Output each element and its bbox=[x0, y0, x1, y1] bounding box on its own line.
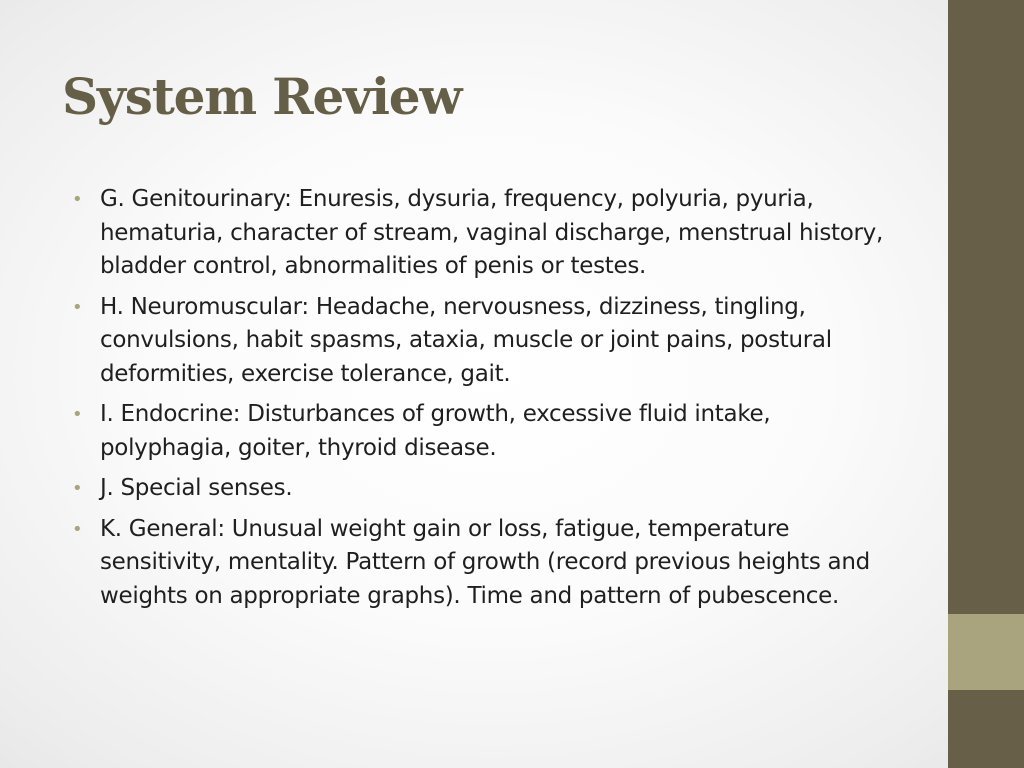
bullet-text: I. Endocrine: Disturbances of growth, excessive fluid intake, polyphagia, goiter, thyroid disease. bbox=[100, 401, 771, 461]
bullet-text: J. Special senses. bbox=[100, 475, 293, 501]
bullet-icon: • bbox=[72, 478, 83, 499]
bullet-item-neuromuscular bbox=[72, 291, 902, 392]
bullet-icon: • bbox=[72, 404, 83, 425]
bullet-list bbox=[72, 183, 902, 620]
bullet-text: K. General: Unusual weight gain or loss, fatigue, temperature sensitivity, mentality. Pattern of growth (record previous heights and weights on appropriate graphs). Time and pattern of pubescence. bbox=[100, 515, 870, 609]
bullet-text: G. Genitourinary: Enuresis, dysuria, frequency, polyuria, pyuria, hematuria, character of stream, vaginal discharge, menstrual history, bladder control, abnormalities of penis or testes. bbox=[100, 186, 883, 279]
bullet-icon: • bbox=[72, 189, 83, 210]
bullet-text: H. Neuromuscular: Headache, nervousness, dizziness, tingling, convulsions, habit spasms, ataxia, muscle or joint pains, postural deformities, exercise tolerance, gait. bbox=[100, 293, 832, 387]
bullet-item-general bbox=[72, 513, 902, 614]
sidebar-accent-block bbox=[948, 614, 1024, 690]
bullet-item-genitourinary bbox=[72, 183, 902, 284]
bullet-item-endocrine bbox=[72, 398, 902, 465]
bullet-item-special-senses bbox=[72, 472, 902, 506]
bullet-icon: • bbox=[72, 518, 83, 540]
slide-title: System Review bbox=[62, 67, 462, 126]
bullet-icon: • bbox=[72, 296, 83, 318]
